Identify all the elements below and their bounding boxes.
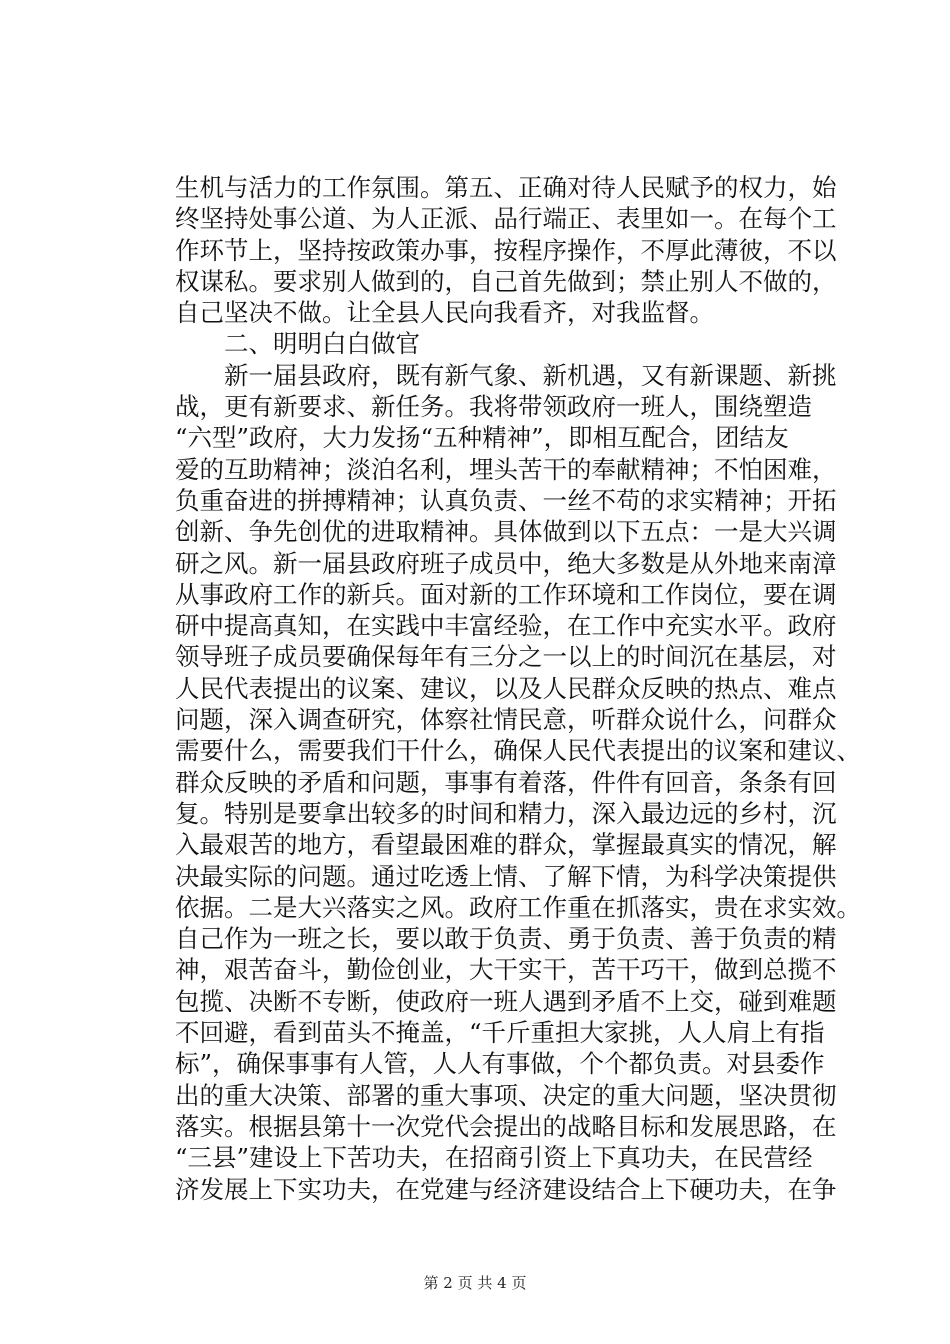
text-line: 决最实际的问题。通过吃透上情、了解下情，为科学决策提供: [175, 861, 837, 891]
text-line: 需要什么，需要我们干什么，确保人民代表提出的议案和建议、: [175, 736, 861, 766]
text-line: 问题，深入调查研究，体察社情民意，听群众说什么，问群众: [175, 705, 837, 735]
text-line: 二、明明白白做官: [175, 329, 420, 359]
text-line: 研之风。新一届县政府班子成员中，绝大多数是从外地来南漳: [175, 548, 837, 578]
text-line: 济发展上下实功夫，在党建与经济建设结合上下硬功夫，在争: [175, 1174, 837, 1204]
text-line: 依据。二是大兴落实之风。政府工作重在抓落实，贵在求实效。: [175, 892, 861, 922]
page-footer: 第 2 页 共 4 页: [423, 1274, 527, 1292]
text-line: 神，艰苦奋斗，勤俭创业，大干实干，苦干巧干，做到总揽不: [175, 955, 837, 985]
text-line: 负重奋进的拼搏精神；认真负责、一丝不苟的求实精神；开拓: [175, 485, 837, 515]
text-line: 出的重大决策、部署的重大事项、决定的重大问题，坚决贯彻: [175, 1080, 837, 1110]
text-line: 作环节上，坚持按政策办事，按程序操作，不厚此薄彼，不以: [175, 235, 837, 265]
text-line: 自己作为一班之长，要以敢于负责、勇于负责、善于负责的精: [175, 924, 837, 954]
text-line: 权谋私。要求别人做到的，自己首先做到；禁止别人不做的，: [175, 266, 837, 296]
text-line: 生机与活力的工作氛围。第五、正确对待人民赋予的权力，始: [175, 173, 837, 202]
text-line: 领导班子成员要确保每年有三分之一以上的时间沉在基层，对: [175, 642, 837, 672]
text-line: 从事政府工作的新兵。面对新的工作环境和工作岗位，要在调: [175, 579, 837, 609]
text-line: 战，更有新要求、新任务。我将带领政府一班人，围绕塑造: [175, 392, 812, 422]
text-line: 研中提高真知，在实践中丰富经验，在工作中充实水平。政府: [175, 611, 837, 641]
text-line: “三县”建设上下苦功夫，在招商引资上下真功夫，在民营经: [175, 1143, 813, 1173]
text-line: 不回避，看到苗头不掩盖，“千斤重担大家挑，人人肩上有指: [175, 1018, 825, 1048]
text-line: 标”，确保事事有人管，人人有事做，个个都负责。对县委作: [175, 1049, 825, 1079]
text-line: 人民代表提出的议案、建议，以及人民群众反映的热点、难点: [175, 673, 837, 703]
text-line: 创新、争先创优的进取精神。具体做到以下五点：一是大兴调: [175, 517, 837, 547]
text-line: 包揽、决断不专断，使政府一班人遇到矛盾不上交，碰到难题: [175, 986, 837, 1016]
text-line: 爱的互助精神；淡泊名利，埋头苦干的奉献精神；不怕困难，: [175, 454, 837, 484]
text-line: 群众反映的矛盾和问题，事事有着落，件件有回音，条条有回: [175, 767, 837, 797]
text-line: “六型”政府，大力发扬“五种精神”，即相互配合，团结友: [175, 423, 789, 453]
text-line: 入最艰苦的地方，看望最困难的群众，掌握最真实的情况，解: [175, 830, 837, 860]
body-text: [175, 172, 861, 1205]
text-line: 自己坚决不做。让全县人民向我看齐，对我监督。: [175, 298, 714, 328]
text-line: 落实。根据县第十一次党代会提出的战略目标和发展思路，在: [175, 1111, 837, 1141]
text-line: 终坚持处事公道、为人正派、品行端正、表里如一。在每个工: [175, 204, 837, 234]
text-line: 复。特别是要拿出较多的时间和精力，深入最边远的乡村，沉: [175, 798, 837, 828]
text-line: 新一届县政府，既有新气象、新机遇，又有新课题、新挑: [175, 360, 837, 390]
